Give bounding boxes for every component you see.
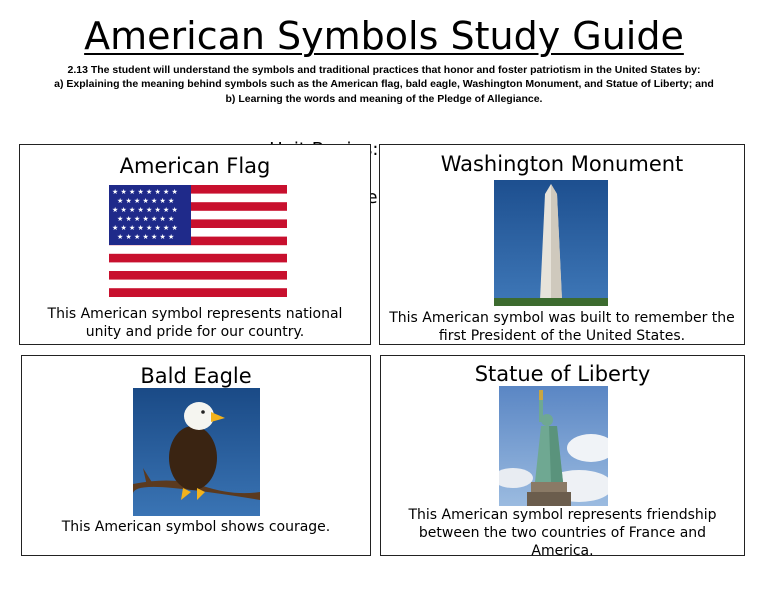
card-title: Washington Monument — [440, 152, 684, 176]
svg-text:★ ★ ★ ★ ★ ★ ★ ★: ★ ★ ★ ★ ★ ★ ★ ★ — [112, 206, 178, 214]
washington-monument-photo — [494, 180, 608, 306]
standard-line-1: 2.13 The student will understand the symbols and traditional practices that honor and foster patriotism in the United States by: — [67, 64, 701, 76]
svg-text:★ ★ ★ ★ ★ ★ ★: ★ ★ ★ ★ ★ ★ ★ — [117, 215, 175, 223]
card-washington-monument — [379, 144, 745, 345]
standard-line-2: a) Explaining the meaning behind symbols such as the American flag, bald eagle, Washington Monument, and Statue of Liberty; and — [54, 78, 714, 90]
page-title: American Symbols Study Guide — [84, 14, 684, 58]
svg-text:★ ★ ★ ★ ★ ★ ★ ★: ★ ★ ★ ★ ★ ★ ★ ★ — [112, 188, 178, 196]
card-caption: This American symbol shows courage. — [61, 519, 331, 535]
american-flag-image — [109, 185, 287, 297]
card-bald-eagle — [21, 355, 371, 556]
card-caption: This American symbol was built to remember the first President of the United States. — [389, 310, 735, 344]
svg-text:★ ★ ★ ★ ★ ★ ★: ★ ★ ★ ★ ★ ★ ★ — [117, 197, 175, 205]
card-title: Bald Eagle — [140, 364, 252, 388]
card-statue-of-liberty — [380, 355, 745, 559]
card-title: Statue of Liberty — [474, 362, 651, 386]
card-american-flag — [19, 144, 371, 345]
card-caption: This American symbol represents national unity and pride for our country. — [47, 306, 343, 340]
svg-text:★ ★ ★ ★ ★ ★ ★: ★ ★ ★ ★ ★ ★ ★ — [117, 233, 175, 241]
card-caption: This American symbol represents friendship between the two countries of France and America. — [408, 507, 717, 559]
statue-of-liberty-photo — [499, 386, 608, 506]
bald-eagle-photo — [133, 388, 260, 516]
standard-line-3: b) Learning the words and meaning of the Pledge of Allegiance. — [225, 93, 543, 105]
card-title: American Flag — [119, 154, 271, 178]
svg-text:★ ★ ★ ★ ★ ★ ★ ★: ★ ★ ★ ★ ★ ★ ★ ★ — [112, 224, 178, 232]
